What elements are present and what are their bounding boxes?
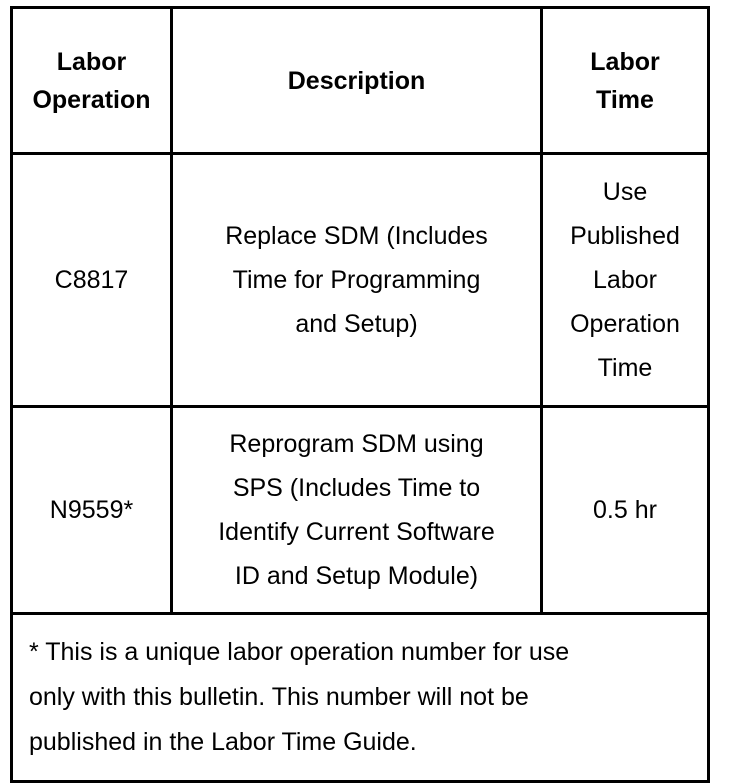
description-cell [172,407,542,614]
labor-time-line: Use [602,178,648,206]
header-text: Description [287,66,426,95]
table-header-row [12,8,709,154]
labor-time-line: Labor [593,266,657,294]
footnote-cell [12,614,709,782]
header-text: Operation [32,85,151,114]
description-line: Time for Programming [232,266,481,294]
header-text: Labor [56,47,127,76]
description-line: Reprogram SDM using [229,430,484,458]
table-row [12,407,709,614]
footnote-line: published in the Labor Time Guide. [29,728,417,756]
description-cell [172,154,542,407]
header-labor-operation [12,8,172,154]
labor-time-line: Operation [570,310,680,338]
labor-time-line: Published [570,222,680,250]
table-row [12,154,709,407]
footnote-line: * This is a unique labor operation number for use [29,638,570,666]
labor-operation-code: N9559* [49,496,134,524]
labor-operation-code: C8817 [54,266,129,294]
description-line: SPS (Includes Time to [232,474,481,502]
description-line: ID and Setup Module) [234,562,479,590]
labor-time-line: 0.5 hr [593,496,657,524]
labor-operation-cell [12,154,172,407]
labor-time-line: Time [597,354,653,382]
description-line: Identify Current Software [218,518,495,546]
labor-operation-cell [12,407,172,614]
footnote-line: only with this bulletin. This number will not be [29,683,529,711]
header-text: Labor [590,47,660,76]
header-description [172,8,542,154]
labor-time-cell [542,154,709,407]
labor-time-table [10,6,710,783]
labor-time-cell [542,407,709,614]
header-labor-time [542,8,709,154]
description-line: and Setup) [295,310,418,338]
header-text: Time [596,85,654,114]
description-line: Replace SDM (Includes [225,222,488,250]
footnote-row [12,614,709,782]
